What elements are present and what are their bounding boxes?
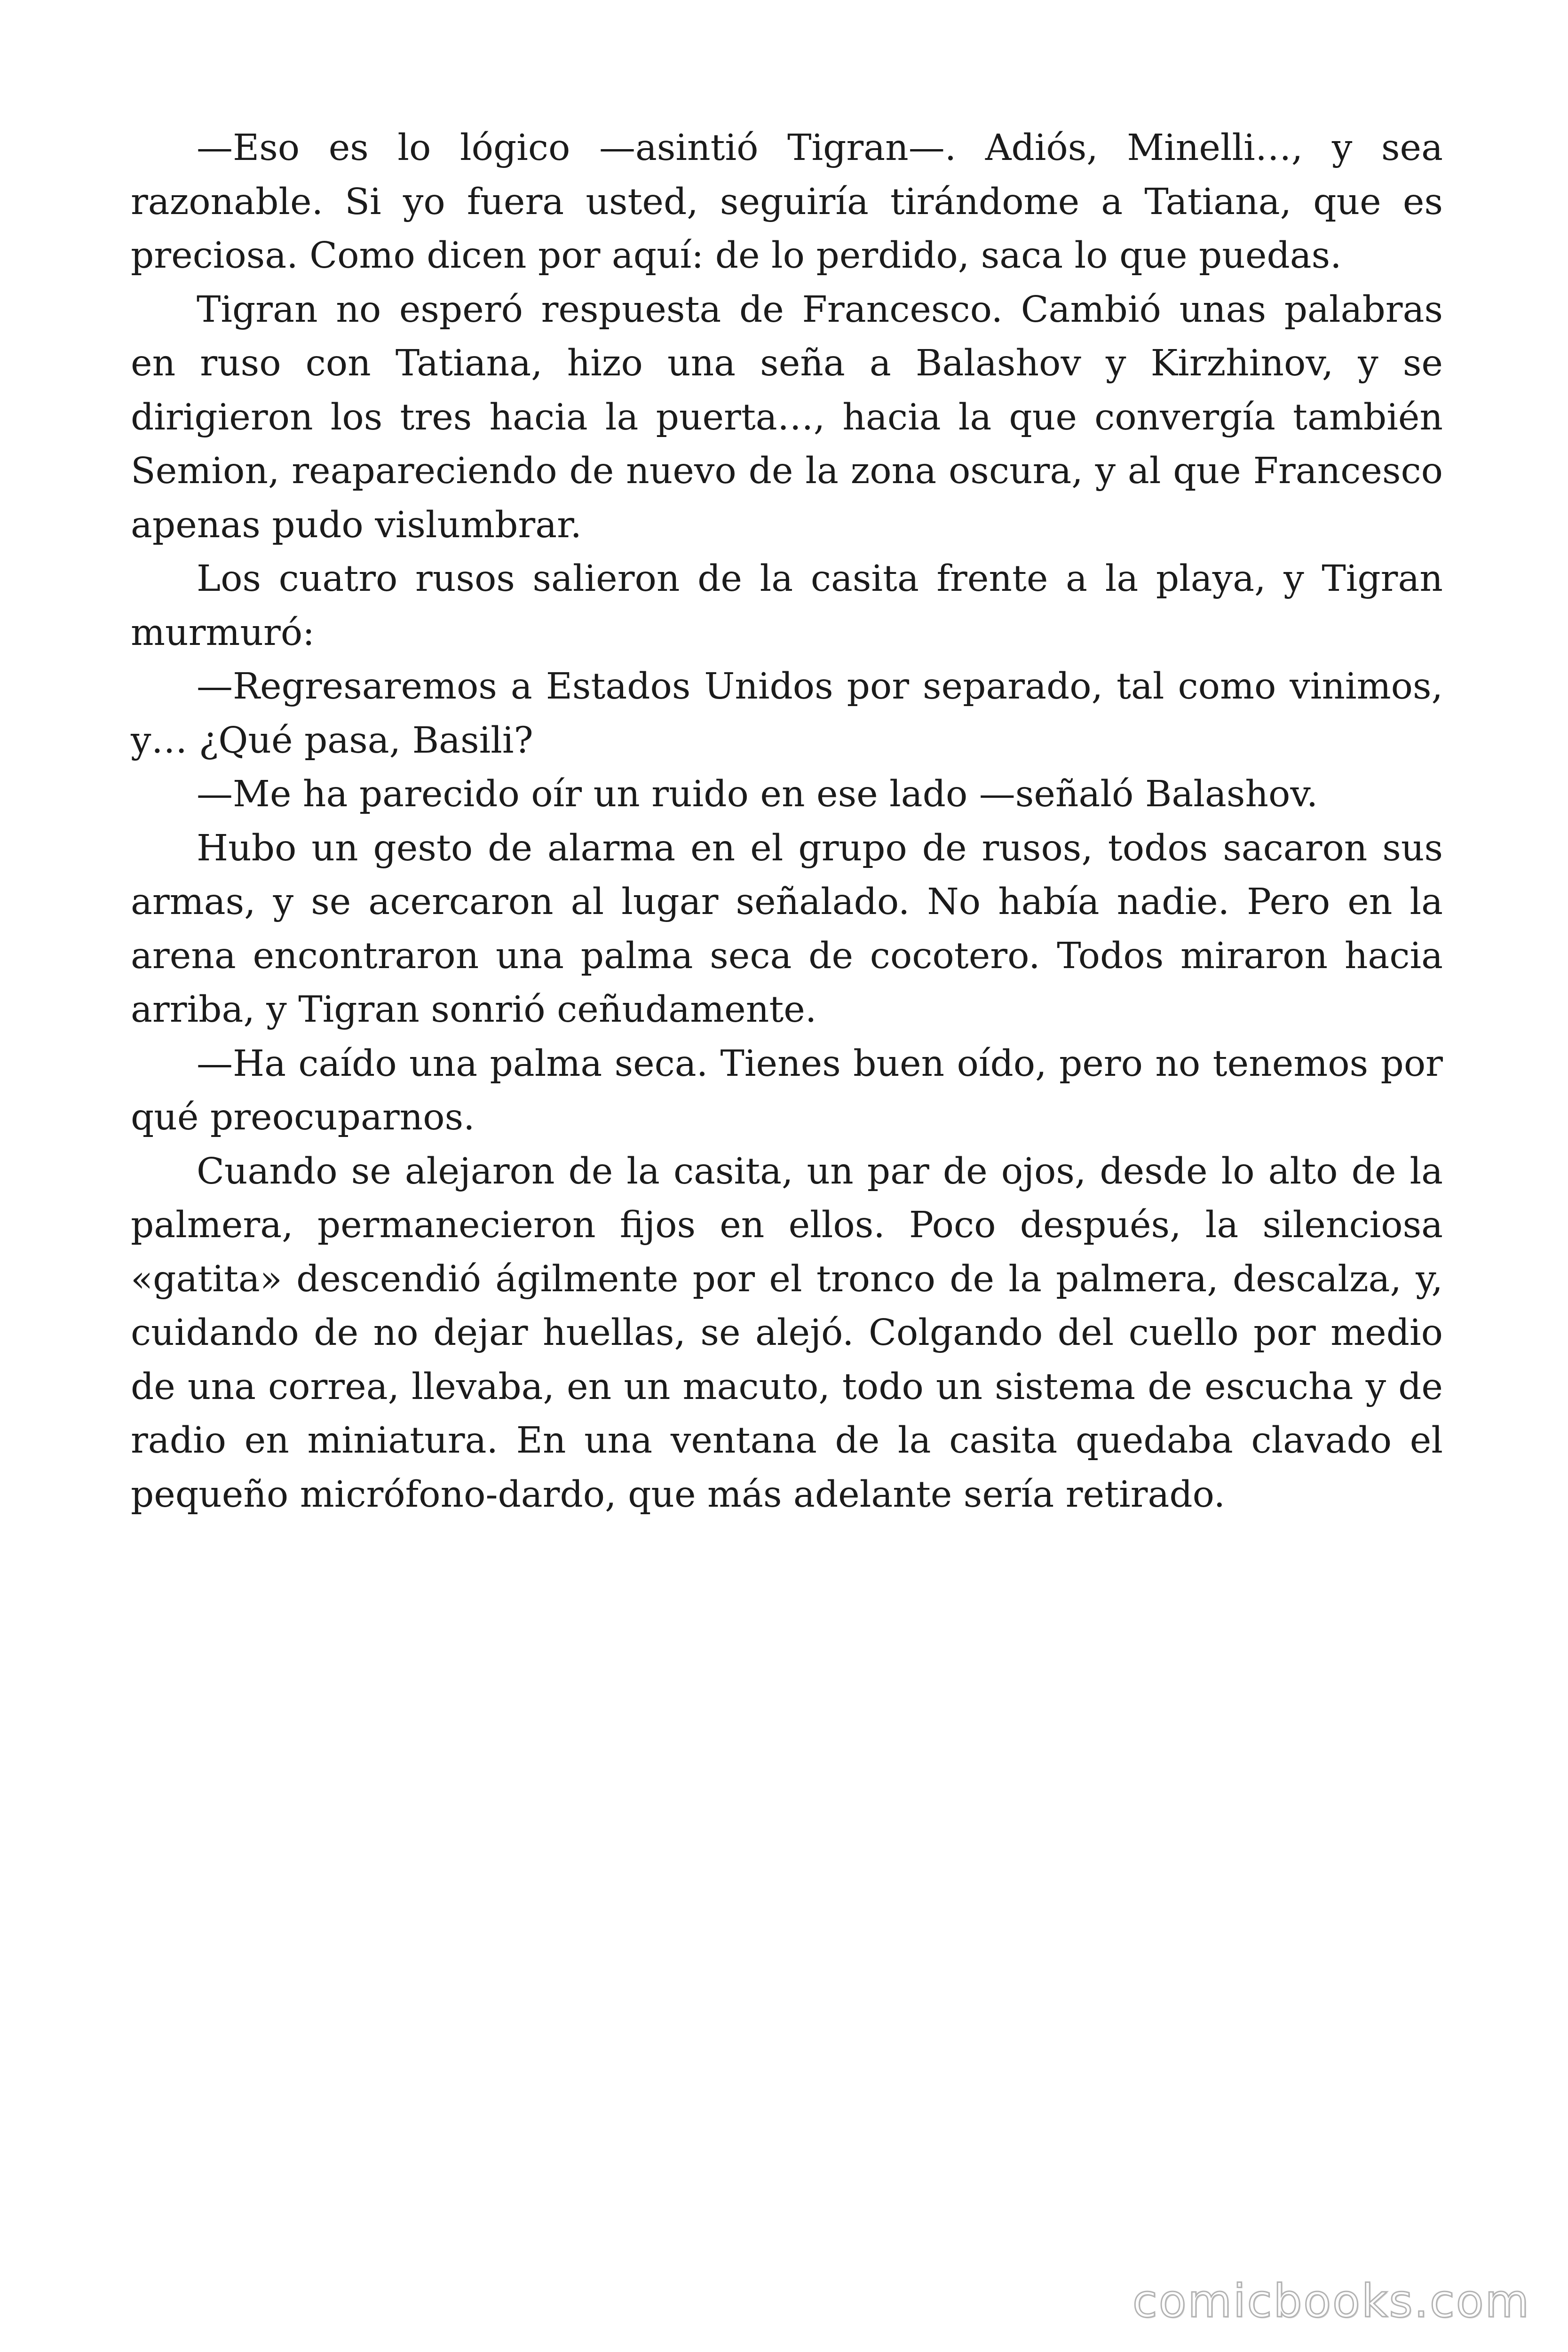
watermark: comicbooks.com [1132, 2275, 1530, 2328]
paragraph: Tigran no esperó respuesta de Francesco. Cambió unas palabras en ruso con Tatiana, hizo una seña a Balashov y Kirzhinov, y se dirigieron los tres hacia la puerta…, hacia la que convergía también Semion, reapareciendo de nuevo de la zona oscura, y al que Francesco apenas pudo vislumbrar. [131, 288, 1443, 546]
paragraph: —Regresaremos a Estados Unidos por separado, tal como vinimos, y… ¿Qué pasa, Basili? [131, 666, 1443, 762]
body-text [131, 121, 1443, 1522]
paragraph: Los cuatro rusos salieron de la casita frente a la playa, y Tigran murmuró: [131, 558, 1443, 654]
paragraph: —Eso es lo lógico —asintió Tigran—. Adiós, Minelli…, y sea razonable. Si yo fuera usted, seguiría tirándome a Tatiana, que es preciosa. Como dicen por aquí: de lo perdido, saca lo que puedas. [131, 127, 1443, 277]
paragraph: —Ha caído una palma seca. Tienes buen oído, pero no tenemos por qué preocuparnos. [131, 1042, 1443, 1138]
paragraph: Cuando se alejaron de la casita, un par de ojos, desde lo alto de la palmera, permanecieron fijos en ellos. Poco después, la silenciosa «gatita» descendió ágilmente por el tronco de la palmera, descalza, y, cuidando de no dejar huellas, se alejó. Colgando del cuello por medio de una correa, llevaba, en un macuto, todo un sistema de escucha y de radio en miniatura. En una ventana de la casita quedaba clavado el pequeño micrófono-dardo, que más adelante sería retirado. [131, 1150, 1443, 1516]
paragraph: Hubo un gesto de alarma en el grupo de rusos, todos sacaron sus armas, y se acercaron al lugar señalado. No había nadie. Pero en la arena encontraron una palma seca de cocotero. Todos miraron hacia arriba, y Tigran sonrió ceñudamente. [131, 827, 1443, 1031]
paragraph: —Me ha parecido oír un ruido en ese lado —señaló Balashov. [197, 773, 1318, 815]
